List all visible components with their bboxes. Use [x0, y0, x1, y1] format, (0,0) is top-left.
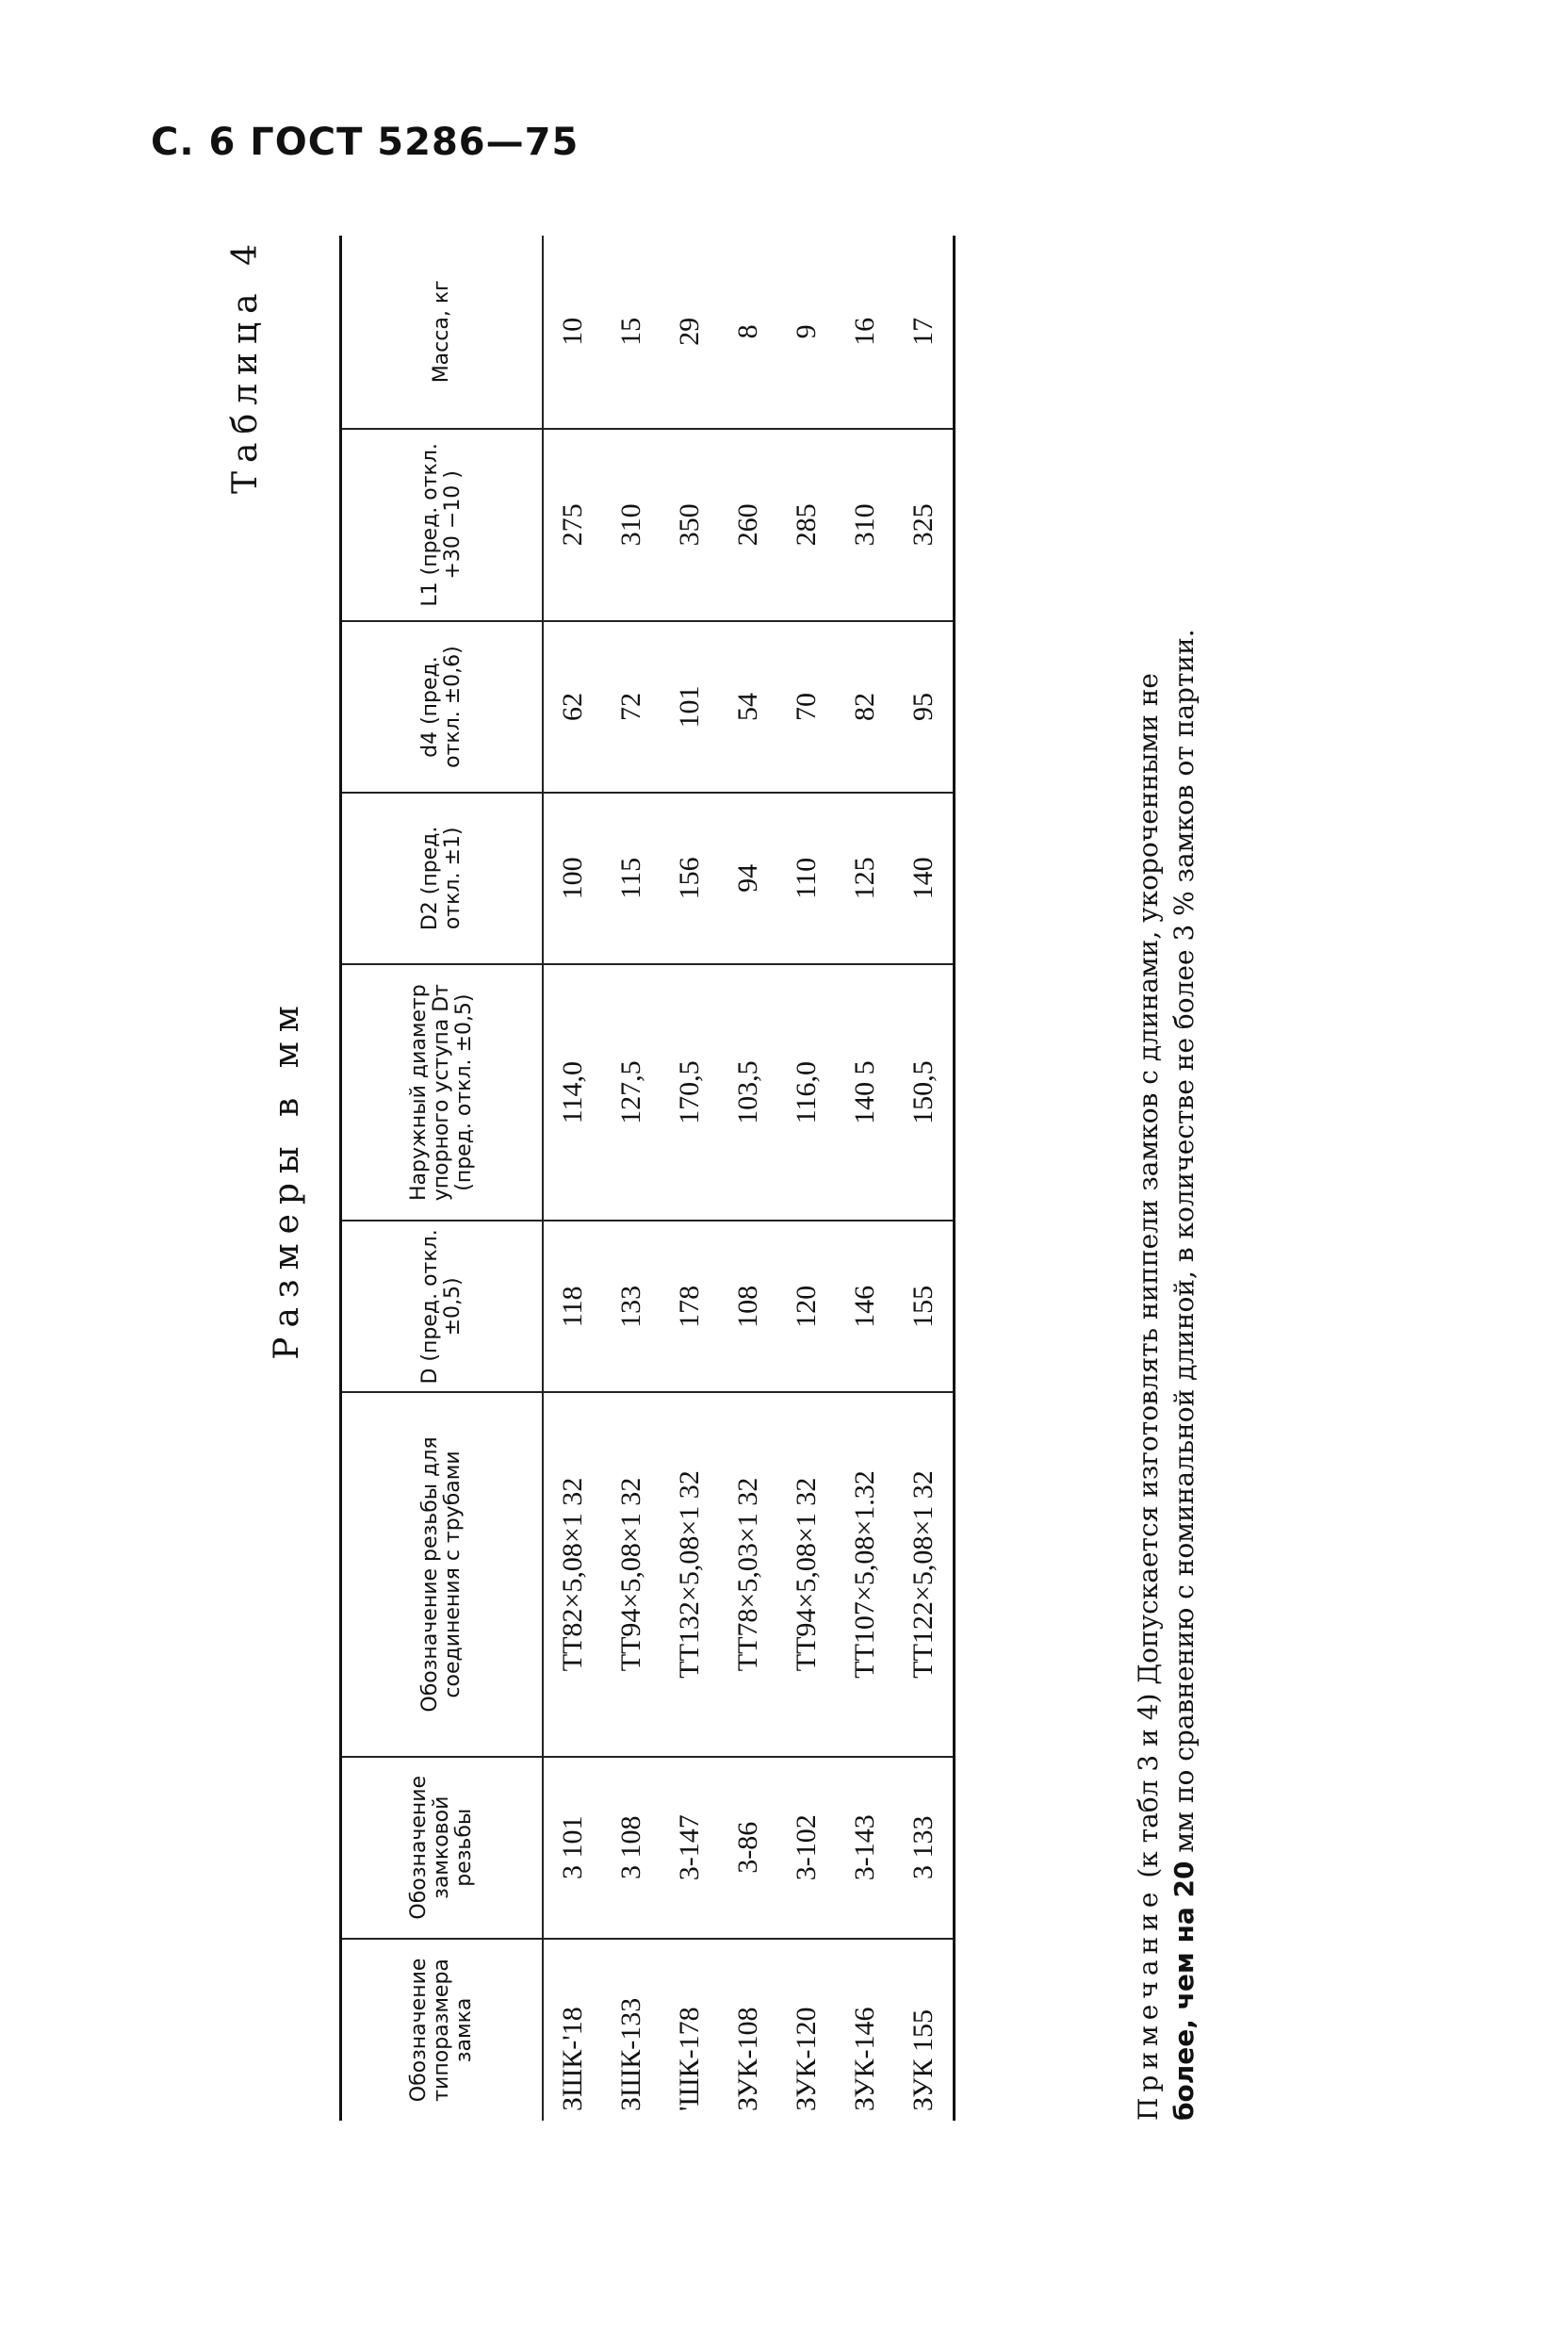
table-cell: 3 133 — [894, 1757, 955, 1939]
note-line1: (к табл 3 и 4) Допускается изготовлять ниппели замков с длинами, укороченными не — [1133, 672, 1164, 1878]
table-cell: 146 — [836, 1221, 894, 1392]
table-row — [602, 236, 661, 2121]
table-cell: ТТ107×5,08×1.32 — [836, 1392, 894, 1756]
header-cell: Обозначение замковой резьбы — [341, 1757, 544, 1939]
table-cell: ТТ122×5,08×1 32 — [894, 1392, 955, 1756]
table-cell: 70 — [777, 621, 836, 793]
table-row — [836, 236, 894, 2121]
table-cell: 325 — [894, 429, 955, 622]
table-cell: 114,0 — [543, 964, 602, 1221]
table-cell: 3-147 — [661, 1757, 719, 1939]
table-cell: ТТ82×5,08×1 32 — [543, 1392, 602, 1756]
table-cell: 150,5 — [894, 964, 955, 1221]
table-cell: 127,5 — [602, 964, 661, 1221]
header-cell: D2 (пред. откл. ±1) — [341, 793, 544, 964]
table-cell: 9 — [777, 236, 836, 429]
table-cell: 140 5 — [836, 964, 894, 1221]
note-label: Примечание — [1133, 1886, 1164, 2121]
table-cell: 275 — [543, 429, 602, 622]
table-cell: 62 — [543, 621, 602, 793]
header-cell: D (пред. откл. ±0,5) — [341, 1221, 544, 1392]
table-cell: 140 — [894, 793, 955, 964]
table-cell: 156 — [661, 793, 719, 964]
table-cell: 3 108 — [602, 1757, 661, 1939]
dimensions-table — [339, 236, 956, 2121]
table-cell: 3-143 — [836, 1757, 894, 1939]
header-cell: L1 (пред. откл. +30 −10 ) — [341, 429, 544, 622]
table-cell: 29 — [661, 236, 719, 429]
table-cell: 115 — [602, 793, 661, 964]
table-cell: 94 — [719, 793, 777, 964]
table-row — [894, 236, 955, 2121]
table-cell: 178 — [661, 1221, 719, 1392]
table-cell: 100 — [543, 793, 602, 964]
table-cell: ЗШК-133 — [615, 1997, 646, 2111]
table-cell: 3-102 — [777, 1757, 836, 1939]
table-cell: ТТ132×5,08×1 32 — [661, 1392, 719, 1756]
table-cell: 285 — [777, 429, 836, 622]
table-cell: 310 — [602, 429, 661, 622]
rotated-table-area — [226, 236, 1244, 2121]
note-line2-rest: мм по сравнению с номинальной длиной, в количестве не более 3 % замков от партии. — [1168, 629, 1200, 1861]
table-cell: 118 — [543, 1221, 602, 1392]
table-cell: 3-86 — [719, 1757, 777, 1939]
table-cell: 'ШК-178 — [674, 2007, 705, 2111]
table-cell: ЗУК-146 — [849, 2007, 880, 2111]
table-row — [719, 236, 777, 2121]
table-cell: 101 — [661, 621, 719, 793]
table-cell: ЗУК-108 — [732, 2007, 763, 2111]
header-cell: Обозначение типоразмера замка — [341, 1939, 544, 2121]
table-row — [543, 236, 602, 2121]
table-subtitle: Размеры в мм — [268, 996, 306, 1360]
table-cell: 10 — [543, 236, 602, 429]
table-cell: 133 — [602, 1221, 661, 1392]
table-cell: 16 — [836, 236, 894, 429]
table-cell: 170,5 — [661, 964, 719, 1221]
table-row — [661, 236, 719, 2121]
table-cell: 350 — [661, 429, 719, 622]
table-cell: 120 — [777, 1221, 836, 1392]
table-cell: 8 — [719, 236, 777, 429]
header-cell: Наружный диаметр упорного уступа Dт (пред. откл. ±0,5) — [341, 964, 544, 1221]
table-cell: 15 — [602, 236, 661, 429]
table-cell: ЗУК-120 — [791, 2007, 822, 2111]
table-cell: 116,0 — [777, 964, 836, 1221]
table-cell: 108 — [719, 1221, 777, 1392]
table-caption: Таблица 4 — [226, 236, 265, 494]
table-cell: 54 — [719, 621, 777, 793]
table-cell: 103,5 — [719, 964, 777, 1221]
table-cell: ТТ94×5,08×1 32 — [777, 1392, 836, 1756]
table-cell: ТТ94×5,08×1 32 — [602, 1392, 661, 1756]
table-cell: 95 — [894, 621, 955, 793]
table-cell: 82 — [836, 621, 894, 793]
table-cell: 3 101 — [543, 1757, 602, 1939]
table-cell: 17 — [894, 236, 955, 429]
header-cell: d4 (пред. откл. ±0,6) — [341, 621, 544, 793]
table-cell: ТТ78×5,03×1 32 — [719, 1392, 777, 1756]
page-header: С. 6 ГОСТ 5286—75 — [151, 121, 580, 164]
table-cell: 310 — [836, 429, 894, 622]
header-cell: Масса, кг — [341, 236, 544, 429]
table-header-row — [341, 236, 544, 2121]
table-cell: 260 — [719, 429, 777, 622]
note-line2-bold: более, чем на 20 — [1168, 1861, 1200, 2121]
table-cell: ЗШК-'18 — [557, 2007, 588, 2111]
table-row — [777, 236, 836, 2121]
table-cell: ЗУК 155 — [894, 1939, 955, 2121]
table-cell: 155 — [894, 1221, 955, 1392]
table-cell: 72 — [602, 621, 661, 793]
header-cell: Обозначение резьбы для соединения с трубами — [341, 1392, 544, 1756]
table-note — [1131, 236, 1202, 2121]
table-cell: 110 — [777, 793, 836, 964]
table-cell: 125 — [836, 793, 894, 964]
